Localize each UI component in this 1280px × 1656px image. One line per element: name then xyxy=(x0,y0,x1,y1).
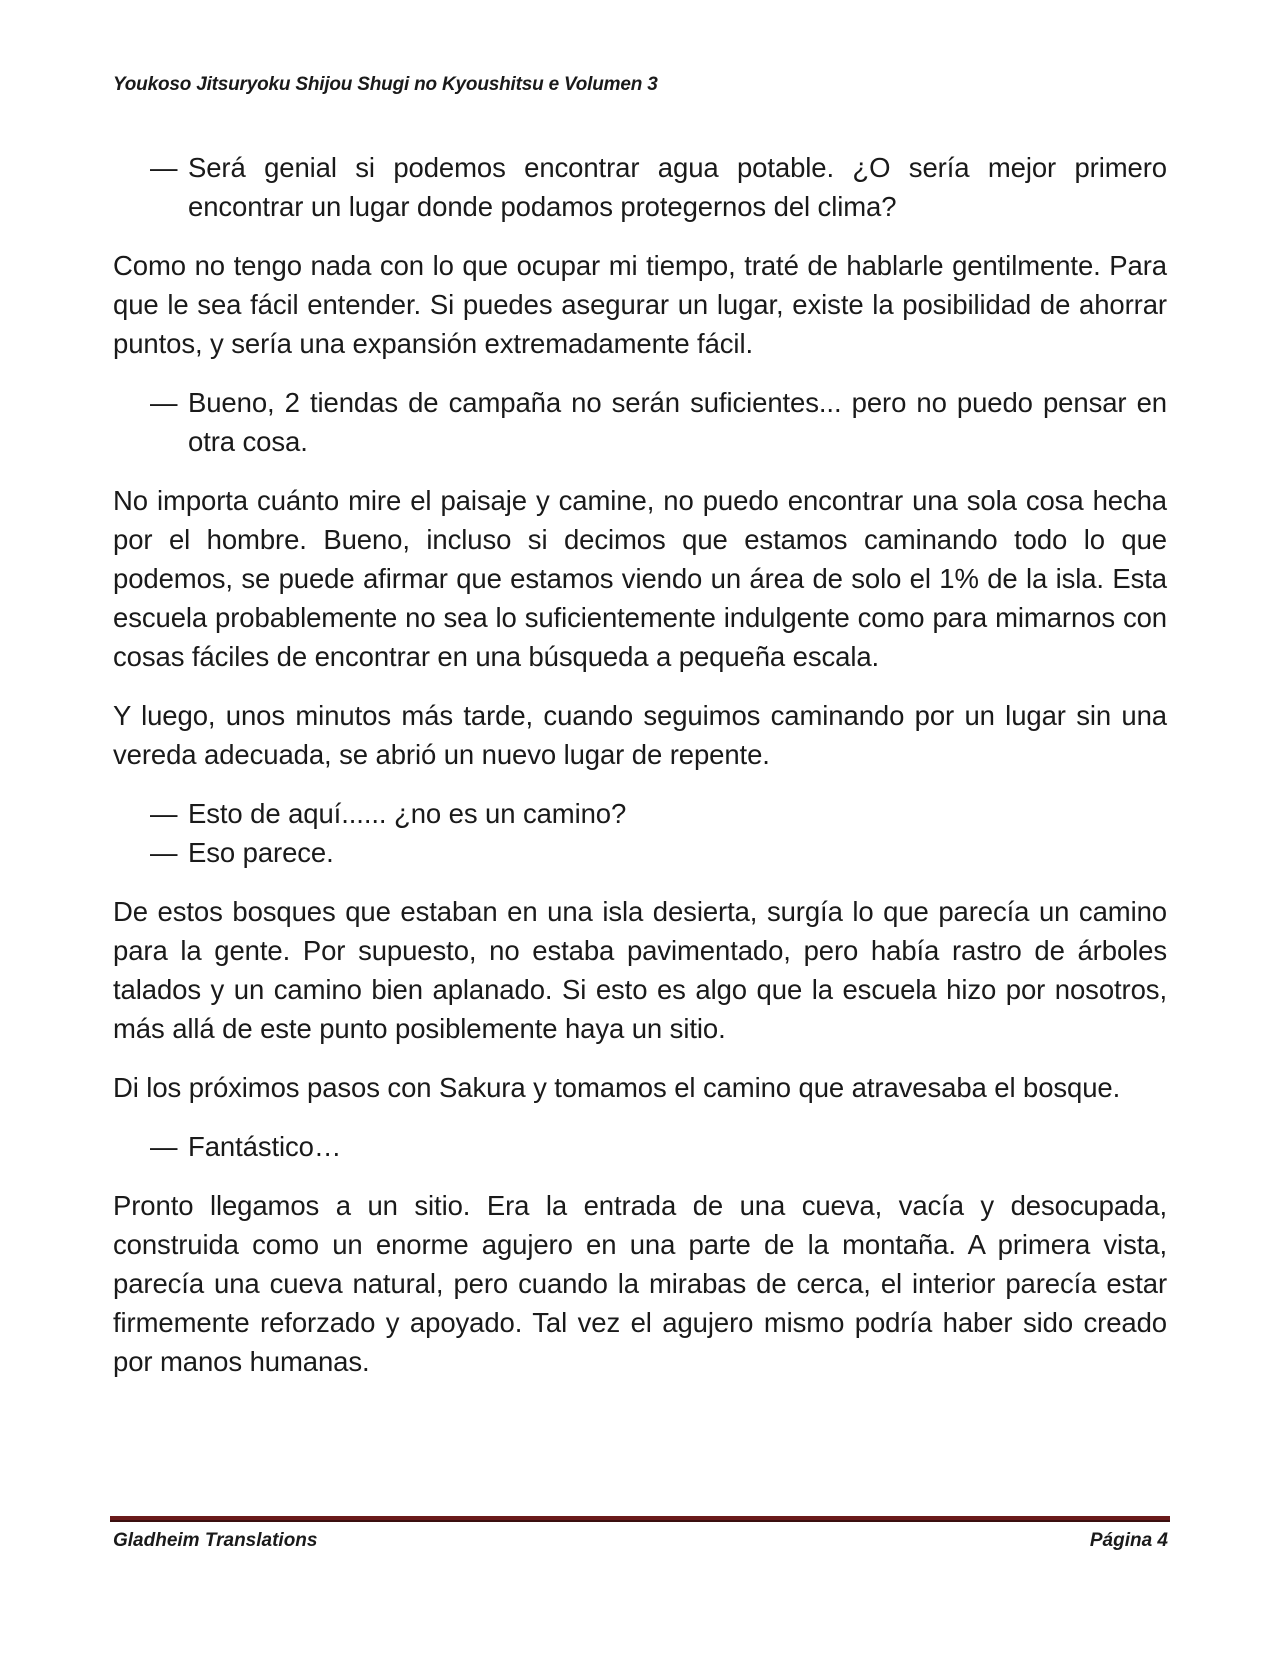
dialogue-line xyxy=(113,383,1167,461)
dialogue-line xyxy=(113,148,1167,226)
dialogue-dash: — xyxy=(150,387,178,418)
footer-publisher: Gladheim Translations xyxy=(113,1530,318,1551)
paragraph: De estos bosques que estaban en una isla desierta, surgía lo que parecía un camino para la gente. Por supuesto, no estaba pavimentado, pero había rastro de árboles talados y un camino bien aplanado. Si esto es algo que la escuela hizo por nosotros, más allá de este punto posiblemente haya un sitio. xyxy=(113,896,1167,1044)
dialogue-text: Eso parece. xyxy=(188,837,334,868)
dialogue-dash: — xyxy=(150,798,178,829)
dialogue-dash: — xyxy=(150,837,178,868)
paragraph: Pronto llegamos a un sitio. Era la entrada de una cueva, vacía y desocupada, construida como un enorme agujero en una parte de la montaña. A primera vista, parecía una cueva natural, pero cuando la mirabas de cerca, el interior parecía estar firmemente reforzado y apoyado. Tal vez el agujero mismo podría haber sido creado por manos humanas. xyxy=(113,1190,1167,1377)
dialogue-text: Bueno, 2 tiendas de campaña no serán suficientes... pero no puedo pensar en otra cosa. xyxy=(188,387,1167,457)
dialogue-text: Será genial si podemos encontrar agua potable. ¿O sería mejor primero encontrar un lugar donde podamos protegernos del clima? xyxy=(188,152,1167,222)
footer-page-number: Página 4 xyxy=(1089,1530,1168,1551)
paragraph: No importa cuánto mire el paisaje y camine, no puedo encontrar una sola cosa hecha por el hombre. Bueno, incluso si decimos que estamos caminando todo lo que podemos, se puede afirmar que estamos viendo un área de solo el 1% de la isla. Esta escuela probablemente no sea lo suficientemente indulgente como para mimarnos con cosas fáciles de encontrar en una búsqueda a pequeña escala. xyxy=(113,485,1167,672)
dialogue-group xyxy=(113,794,1167,872)
page-header-title: Youkoso Jitsuryoku Shijou Shugi no Kyoushitsu e Volumen 3 xyxy=(113,74,658,95)
dialogue-text: Esto de aquí...... ¿no es un camino? xyxy=(188,798,627,829)
dialogue-line xyxy=(113,1127,1167,1166)
dialogue-dash: — xyxy=(150,1131,178,1162)
footer-divider xyxy=(110,1516,1170,1522)
dialogue-text: Fantástico… xyxy=(188,1131,342,1162)
paragraph: Di los próximos pasos con Sakura y tomamos el camino que atravesaba el bosque. xyxy=(113,1072,1121,1103)
paragraph: Como no tengo nada con lo que ocupar mi tiempo, traté de hablarle gentilmente. Para que le sea fácil entender. Si puedes asegurar un lugar, existe la posibilidad de ahorrar puntos, y sería una expansión extremadamente fácil. xyxy=(113,250,1167,359)
dialogue-dash: — xyxy=(150,152,178,183)
page-content xyxy=(113,148,1167,1401)
paragraph: Y luego, unos minutos más tarde, cuando seguimos caminando por un lugar sin una vereda adecuada, se abrió un nuevo lugar de repente. xyxy=(113,700,1167,770)
